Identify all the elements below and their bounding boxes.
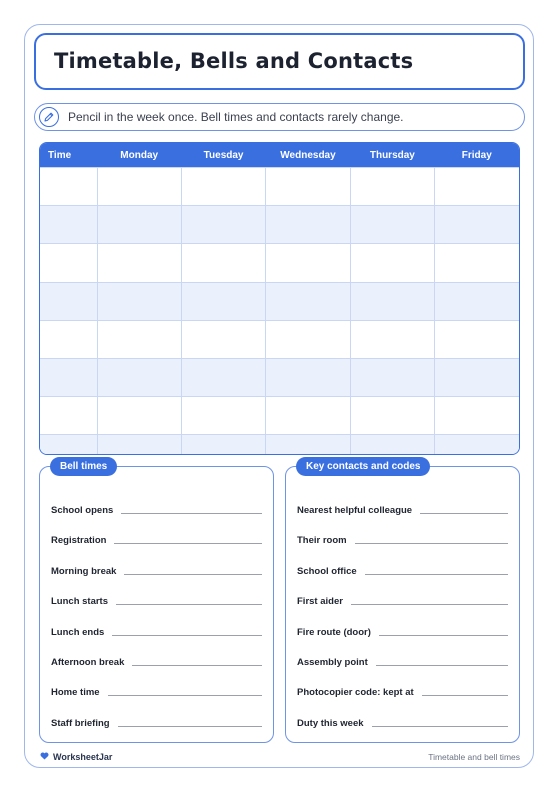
contact-row — [297, 652, 508, 668]
timetable-cell[interactable] — [97, 244, 181, 282]
timetable-cell[interactable] — [266, 358, 350, 396]
bell-label: Home time — [51, 687, 100, 698]
timetable-cell[interactable] — [266, 206, 350, 244]
timetable-cell[interactable] — [350, 206, 434, 244]
bell-label: School opens — [51, 505, 114, 516]
contact-label: Fire route (door) — [297, 627, 371, 638]
bell-label: Registration — [51, 535, 107, 546]
timetable-grid — [40, 143, 519, 454]
timetable-cell[interactable] — [97, 282, 181, 320]
timetable-cell[interactable] — [350, 358, 434, 396]
contact-row — [297, 622, 508, 638]
brand-name: WorksheetJar — [53, 752, 113, 762]
footer-caption: Timetable and bell times — [428, 752, 520, 762]
contact-label: Nearest helpful colleague — [297, 505, 413, 516]
bell-row — [51, 530, 262, 546]
bell-times-panel — [39, 461, 274, 743]
write-line[interactable] — [420, 513, 508, 514]
timetable-cell[interactable] — [97, 435, 181, 454]
write-line[interactable] — [379, 635, 508, 636]
timetable-cell[interactable] — [40, 282, 97, 320]
timetable-cell[interactable] — [97, 206, 181, 244]
contact-label: Their room — [297, 535, 347, 546]
timetable-cell[interactable] — [97, 397, 181, 435]
col-header-thursday: Thursday — [350, 143, 434, 168]
contact-row — [297, 713, 508, 729]
timetable-cell[interactable] — [350, 244, 434, 282]
write-line[interactable] — [112, 635, 262, 636]
weekly-timetable — [39, 142, 520, 455]
col-header-tuesday: Tuesday — [181, 143, 265, 168]
bell-row — [51, 682, 262, 698]
timetable-cell[interactable] — [40, 244, 97, 282]
timetable-cell[interactable] — [97, 168, 181, 206]
timetable-row — [40, 320, 519, 358]
timetable-cell[interactable] — [435, 282, 519, 320]
contacts-heading: Key contacts and codes — [296, 457, 430, 476]
timetable-cell[interactable] — [350, 397, 434, 435]
contact-label: Photocopier code: kept at — [297, 687, 414, 698]
contact-row — [297, 530, 508, 546]
write-line[interactable] — [351, 604, 508, 605]
timetable-row — [40, 206, 519, 244]
timetable-cell[interactable] — [181, 282, 265, 320]
timetable-cell[interactable] — [97, 320, 181, 358]
timetable-header-row — [40, 143, 519, 168]
timetable-cell[interactable] — [40, 358, 97, 396]
timetable-cell[interactable] — [435, 206, 519, 244]
contact-label: First aider — [297, 596, 343, 607]
instruction-note — [34, 103, 525, 131]
write-line[interactable] — [121, 513, 262, 514]
timetable-cell[interactable] — [181, 320, 265, 358]
timetable-row — [40, 435, 519, 454]
timetable-cell[interactable] — [435, 244, 519, 282]
contacts-panel — [285, 461, 520, 743]
timetable-cell[interactable] — [181, 435, 265, 454]
contact-label: Duty this week — [297, 718, 364, 729]
contact-row — [297, 591, 508, 607]
timetable-row — [40, 282, 519, 320]
timetable-cell[interactable] — [40, 435, 97, 454]
bell-label: Morning break — [51, 566, 117, 577]
bell-times-heading: Bell times — [50, 457, 117, 476]
timetable-cell[interactable] — [181, 358, 265, 396]
bell-label: Staff briefing — [51, 718, 110, 729]
timetable-cell[interactable] — [266, 168, 350, 206]
timetable-row — [40, 358, 519, 396]
timetable-cell[interactable] — [266, 282, 350, 320]
write-line[interactable] — [376, 665, 508, 666]
col-header-monday: Monday — [97, 143, 181, 168]
bell-row — [51, 591, 262, 607]
write-line[interactable] — [372, 726, 508, 727]
timetable-cell[interactable] — [266, 244, 350, 282]
page-title: Timetable, Bells and Contacts — [54, 49, 414, 73]
contact-label: Assembly point — [297, 657, 368, 668]
timetable-cell[interactable] — [435, 358, 519, 396]
footer-brand — [40, 752, 112, 762]
timetable-cell[interactable] — [40, 206, 97, 244]
bell-row — [51, 561, 262, 577]
timetable-row — [40, 397, 519, 435]
timetable-cell[interactable] — [181, 168, 265, 206]
write-line[interactable] — [116, 604, 262, 605]
contact-label: School office — [297, 566, 357, 577]
write-line[interactable] — [132, 665, 262, 666]
bell-row — [51, 713, 262, 729]
write-line[interactable] — [124, 574, 262, 575]
timetable-body — [40, 168, 519, 455]
write-line[interactable] — [118, 726, 262, 727]
timetable-cell[interactable] — [97, 358, 181, 396]
timetable-row — [40, 244, 519, 282]
write-line[interactable] — [108, 695, 262, 696]
bell-label: Lunch starts — [51, 596, 109, 607]
bell-label: Lunch ends — [51, 627, 105, 638]
contact-row — [297, 500, 508, 516]
contact-row — [297, 561, 508, 577]
timetable-cell[interactable] — [40, 397, 97, 435]
timetable-cell[interactable] — [435, 435, 519, 454]
pencil-icon — [39, 107, 59, 127]
timetable-cell[interactable] — [350, 168, 434, 206]
write-line[interactable] — [422, 695, 508, 696]
bell-row — [51, 652, 262, 668]
timetable-cell[interactable] — [40, 320, 97, 358]
instruction-text: Pencil in the week once. Bell times and contacts rarely change. — [68, 110, 404, 124]
timetable-cell[interactable] — [181, 244, 265, 282]
timetable-cell[interactable] — [435, 397, 519, 435]
bell-row — [51, 500, 262, 516]
write-line[interactable] — [355, 543, 508, 544]
timetable-cell[interactable] — [266, 320, 350, 358]
write-line[interactable] — [114, 543, 262, 544]
timetable-cell[interactable] — [435, 320, 519, 358]
title-box — [34, 33, 525, 90]
timetable-cell[interactable] — [350, 282, 434, 320]
timetable-cell[interactable] — [40, 168, 97, 206]
contact-row — [297, 682, 508, 698]
col-header-time: Time — [40, 143, 97, 168]
timetable-cell[interactable] — [266, 435, 350, 454]
col-header-friday: Friday — [435, 143, 519, 168]
timetable-cell[interactable] — [350, 435, 434, 454]
col-header-wednesday: Wednesday — [266, 143, 350, 168]
bell-label: Afternoon break — [51, 657, 125, 668]
timetable-cell[interactable] — [435, 168, 519, 206]
write-line[interactable] — [365, 574, 508, 575]
timetable-cell[interactable] — [181, 397, 265, 435]
timetable-cell[interactable] — [266, 397, 350, 435]
timetable-cell[interactable] — [181, 206, 265, 244]
heart-icon — [40, 752, 49, 762]
bell-row — [51, 622, 262, 638]
timetable-row — [40, 168, 519, 206]
timetable-cell[interactable] — [350, 320, 434, 358]
